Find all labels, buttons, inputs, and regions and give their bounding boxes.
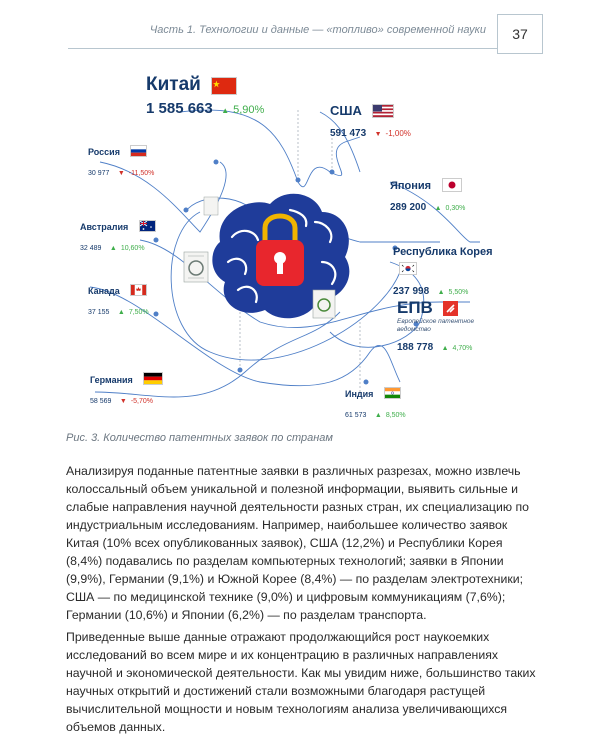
flag-australia-icon [139,220,156,232]
epo-change: 4,70% [452,345,473,352]
up-arrow-icon: ▲ [109,245,117,252]
country-russia [88,142,154,180]
country-value: 30 977 [88,170,110,177]
body-paragraph-1: Анализируя поданные патентные заявки в различных разрезах, можно извлечь колоссальный объем уникальной и полезной информации, выявить сильные и слабые направления научной деятельности разных стран, их специализацию по индустриальным исследованиям. Например, наибольшее количество заявок Китая (10% всех опубликованных заявок), США (12,2%) и Республики Корея (8,4%) подавались по разделам компьютерных технологий; заявки в Японии (9,9%), Германии (9,1%) и Южной Корее (8,4%) — по разделам электротехники; США — по медицинской технике (9,0%) и цифровым коммуникациям (7,6%); Германии (10,6%) и Японии (6,2%) — по разделам транспорта. [66,464,529,622]
flag-japan-icon [442,178,462,192]
country-china [146,74,264,118]
country-usa [330,102,411,141]
epo-value: 188 778 [397,342,434,353]
up-arrow-icon: ▲ [434,205,442,212]
country-name: США [330,103,362,118]
country-value: 289 200 [390,202,427,213]
country-japan [390,176,465,215]
down-arrow-icon: ▼ [117,170,125,177]
flag-usa-icon [372,104,394,118]
country-change: 7,50% [128,309,149,316]
country-name: Китай [146,74,201,95]
country-canada [88,281,149,319]
country-name: Австралия [80,222,129,232]
country-name: Канада [88,286,120,296]
epo-logo-icon [443,301,458,316]
patent-map-figure [60,62,540,432]
country-value: 58 569 [90,398,112,405]
epo-subtitle-line1: Европейское патентное [397,318,475,325]
running-title: Часть 1. Технологии и данные — «топливо» современной науки [149,24,486,36]
country-value: 37 155 [88,309,110,316]
country-change: 10,60% [120,245,145,252]
country-change: 5,90% [233,104,265,116]
country-name: Германия [90,375,133,385]
flag-korea-icon [399,262,417,275]
body-paragraph-2: Приведенные выше данные отражают продолжающийся рост наукоемких исследований во всем мире и их концентрацию в различных направлениях научной и экономической деятельности. Как мы увидим ниже, большинство таких научных открытий и достижений стали возможными благодаря растущей вычислительной мощности и новым технологиям анализа увеличивающихся объемов данных. [66,630,536,734]
flag-india-icon [384,387,401,399]
up-arrow-icon: ▲ [437,289,445,296]
document-icon-2 [313,290,335,318]
country-name: Республика Корея [393,246,493,258]
country-change: 5,50% [448,289,469,296]
country-value: 61 573 [345,412,367,419]
country-name: Индия [345,389,374,399]
country-change: -11,50% [128,170,155,177]
country-change: -1,00% [385,129,411,138]
up-arrow-icon: ▲ [441,345,449,352]
country-name: Россия [88,147,120,157]
epo-block [397,298,474,355]
flag-germany-icon [143,372,163,385]
page-number: 37 [497,14,543,54]
up-arrow-icon: ▲ [221,106,230,115]
country-value: 591 473 [330,128,367,139]
country-australia [80,217,156,255]
epo-name: ЕПВ [397,298,433,317]
country-name: Япония [390,180,432,192]
country-change: -5,70% [130,398,153,405]
country-value: 32 489 [80,245,102,252]
country-value: 1 585 663 [146,100,213,117]
epo-subtitle-line2: ведомство [397,326,431,333]
country-change: 0,30% [445,205,466,212]
flag-canada-icon [130,284,147,296]
figure-caption: Рис. 3. Количество патентных заявок по странам [66,432,333,444]
country-korea [393,242,503,299]
running-header [68,14,498,49]
up-arrow-icon: ▲ [117,309,125,316]
flag-russia-icon [130,145,147,157]
document-icon-1 [184,252,208,282]
country-india [345,384,406,422]
flag-china-icon [211,77,237,95]
country-change: 8,50% [385,412,406,419]
down-arrow-icon: ▼ [374,131,382,138]
down-arrow-icon: ▼ [119,398,127,405]
document-icon-3 [204,197,218,215]
up-arrow-icon: ▲ [374,412,382,419]
country-value: 237 998 [393,286,430,297]
country-germany [90,370,163,408]
